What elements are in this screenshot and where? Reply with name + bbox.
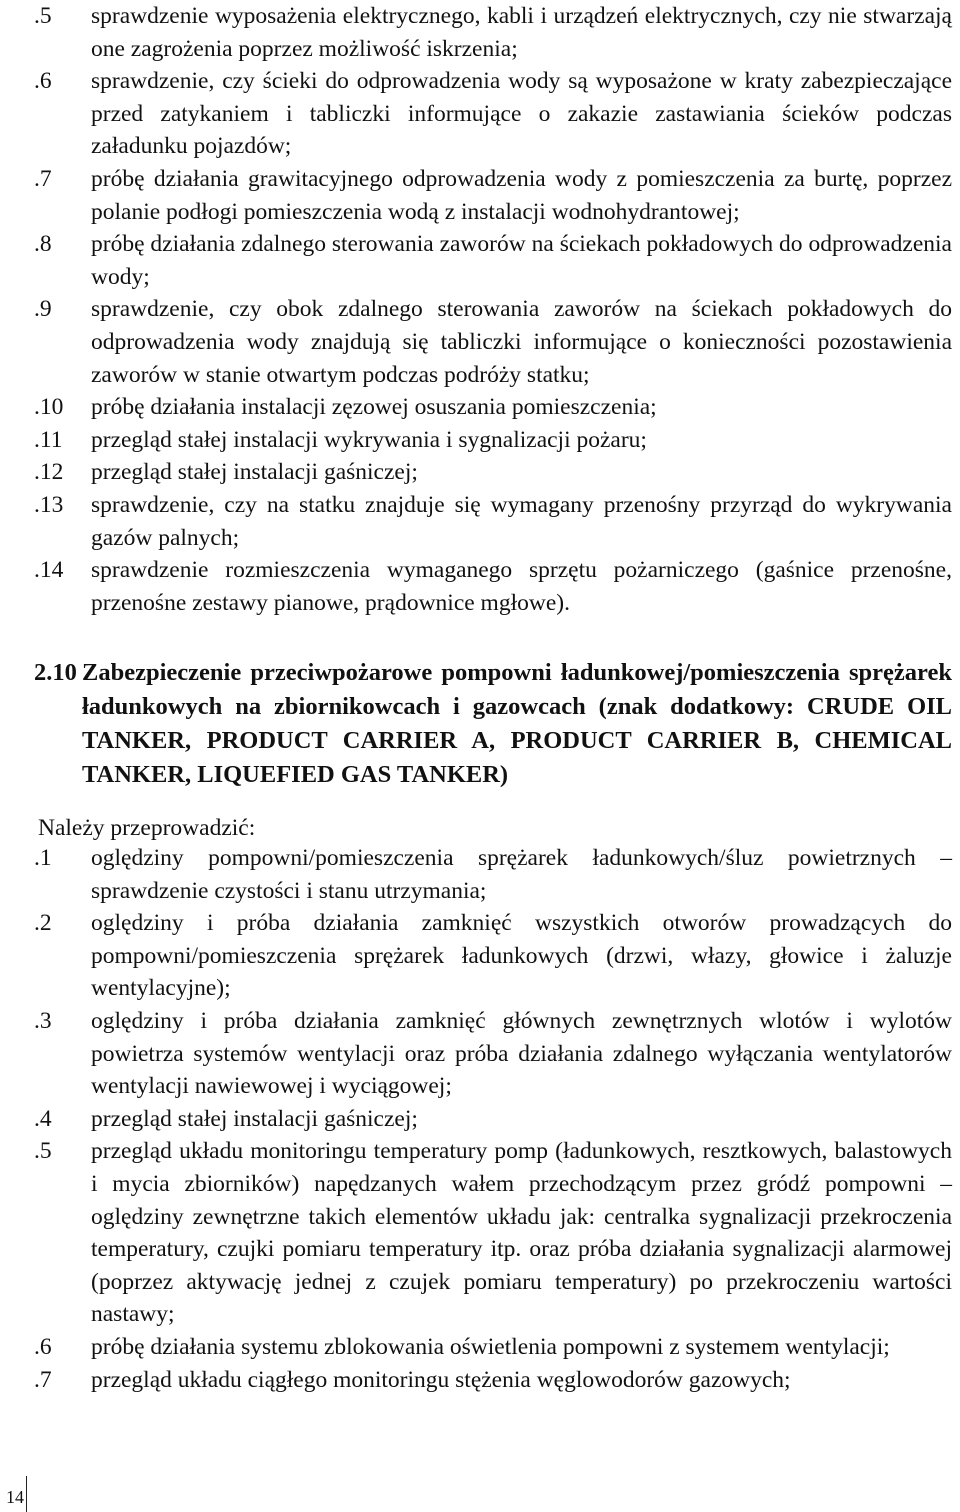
list-item <box>0 456 960 489</box>
item-number: .11 <box>34 426 63 453</box>
item-text: sprawdzenie, czy obok zdalnego sterowania zaworów na ściekach pokładowych do odprowadzenia wody znajdują się tabliczki informujące o konieczności pozostawienia zaworów w stanie otwartym podczas podróży statku; <box>91 296 952 388</box>
item-number: .8 <box>34 231 52 258</box>
section-title: Zabezpieczenie przeciwpożarowe pompowni ładunkowej/pomieszczenia sprężarek ładunkowych na zbiornikowcach i gazowcach (znak dodatkowy: CRUDE OIL TANKER, PRODUCT CARRIER A, PRODUCT CARRIER B, CHEMICAL TANKER, LIQUEFIED GAS TANKER) <box>82 659 952 788</box>
item-number: .7 <box>34 1366 52 1393</box>
list-item <box>0 424 960 457</box>
list-item <box>0 228 960 293</box>
item-number: .3 <box>34 1007 52 1034</box>
list-item <box>0 1331 960 1364</box>
page-number: 14 <box>6 1487 24 1507</box>
item-text: próbę działania grawitacyjnego odprowadzenia wody z pomieszczenia za burtę, poprzez polanie podłogi pomieszczenia wodą z instalacji wodnohydrantowej; <box>91 165 952 225</box>
item-number: .12 <box>34 459 64 486</box>
page-margin-rule <box>26 1476 27 1512</box>
item-number: .14 <box>34 557 64 584</box>
item-text: sprawdzenie, czy na statku znajduje się wymagany przenośny przyrząd do wykrywania gazów palnych; <box>91 491 952 551</box>
list-item <box>0 65 960 163</box>
item-number: .4 <box>34 1105 52 1132</box>
section-heading-block <box>0 656 960 792</box>
section-number: 2.10 <box>34 659 77 686</box>
item-number: .9 <box>34 296 52 323</box>
inspection-list-top <box>0 0 960 619</box>
item-text: przegląd stałej instalacji gaśniczej; <box>91 459 418 486</box>
list-item <box>0 1005 960 1103</box>
list-item <box>0 842 960 907</box>
item-number: .5 <box>34 3 52 29</box>
item-text: sprawdzenie wyposażenia elektrycznego, kabli i urządzeń elektrycznych, czy nie stwarzają one zagrożenia poprzez możliwość iskrzenia; <box>91 3 952 62</box>
item-text: sprawdzenie, czy ścieki do odprowadzenia wody są wyposażone w kraty zabezpieczające przed zatykaniem i tabliczki informujące o zakazie zastawiania ścieków podczas załadunku pojazdów; <box>91 68 952 160</box>
item-number: .1 <box>34 845 52 871</box>
list-item <box>0 391 960 424</box>
list-item <box>0 907 960 1005</box>
item-number: .6 <box>34 68 52 95</box>
section-intro: Należy przeprowadzić: <box>38 815 256 841</box>
item-number: .7 <box>34 165 52 192</box>
item-text: przegląd stałej instalacji wykrywania i sygnalizacji pożaru; <box>91 426 647 453</box>
list-item <box>0 293 960 391</box>
item-text: próbę działania instalacji zęzowej osuszania pomieszczenia; <box>91 394 657 421</box>
list-item <box>0 1364 960 1397</box>
item-number: .13 <box>34 491 64 518</box>
inspection-list-bottom <box>0 842 960 1396</box>
item-text: przegląd układu monitoringu temperatury pomp (ładunkowych, resztkowych, balastowych i mycia zbiorników) napędzanych wałem przechodzącym przez gródź pompowni – oględziny zewnętrzne takich elementów układu jak: centralka sygnalizacji przekroczenia temperatury, czujki pomiaru temperatury itp. oraz próba działania sygnalizacji alarmowej (poprzez aktywację jednej z czujek pomiaru temperatury) po przekroczeniu wartości nastawy; <box>91 1138 952 1328</box>
list-item <box>0 163 960 228</box>
item-number: .2 <box>34 910 52 937</box>
item-text: próbę działania systemu zblokowania oświetlenia pompowni z systemem wentylacji; <box>91 1333 890 1360</box>
item-number: .6 <box>34 1333 52 1360</box>
list-item <box>0 489 960 554</box>
item-text: oględziny i próba działania zamknięć głównych zewnętrznych wlotów i wylotów powietrza systemów wentylacji oraz próba działania zdalnego wyłączania wentylatorów wentylacji nawiewowej i wyciągowej; <box>91 1007 952 1100</box>
item-text: próbę działania zdalnego sterowania zaworów na ściekach pokładowych do odprowadzenia wody; <box>91 231 952 290</box>
list-item <box>0 1135 960 1331</box>
item-text: oględziny pompowni/pomieszczenia sprężarek ładunkowych/śluz powietrznych – sprawdzenie czystości i stanu utrzymania; <box>91 845 952 904</box>
item-number: .10 <box>34 394 64 421</box>
section-heading <box>0 656 960 792</box>
item-text: przegląd układu ciągłego monitoringu stężenia węglowodorów gazowych; <box>91 1366 791 1393</box>
item-text: sprawdzenie rozmieszczenia wymaganego sprzętu pożarniczego (gaśnice przenośne, przenośne zestawy pianowe, prądownice mgłowe). <box>91 557 952 616</box>
list-item <box>0 0 960 65</box>
list-item <box>0 554 960 619</box>
item-number: .5 <box>34 1138 52 1165</box>
item-text: oględziny i próba działania zamknięć wszystkich otworów prowadzących do pompowni/pomieszczenia sprężarek ładunkowych (drzwi, włazy, głowice i żaluzje wentylacyjne); <box>91 910 952 1002</box>
item-text: przegląd stałej instalacji gaśniczej; <box>91 1105 418 1132</box>
list-item <box>0 1103 960 1136</box>
